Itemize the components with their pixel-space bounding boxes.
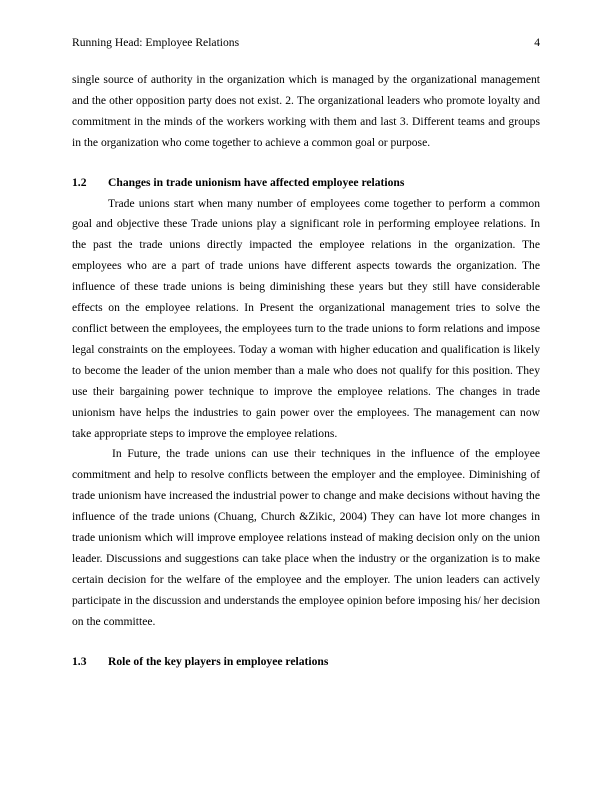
section-heading-1-3 <box>72 652 540 673</box>
section-heading-1-2 <box>72 173 540 194</box>
spacer <box>72 633 540 652</box>
section-title: Changes in trade unionism have affected employee relations <box>108 175 405 189</box>
running-head-title: Running Head: Employee Relations <box>72 36 240 49</box>
running-header <box>72 36 540 52</box>
spacer <box>72 154 540 173</box>
body-paragraph: Trade unions start when many number of employees come together to perform a common goal and objective these Trade unions play a significant role in performing employee relations. In the past the trade unions directly impacted the employee relations in the organization. The employees who are a part of trade unions have different aspects towards the organization. The influence of these trade unions is being diminishing these years but they still have considerable effects on the employee relations. In Present the organizational management tries to solve the conflict between the employees, the employees turn to the trade unions to form relations and impose legal constraints on the employees. Today a woman with higher education and qualification is likely to become the leader of the union member than a male who does not qualify for this position. They use their bargaining power technique to improve the employee relations. The changes in trade unionism have helps the industries to gain power over the employees. The management can now take appropriate steps to improve the employee relations. <box>72 196 540 440</box>
document-body <box>72 70 540 672</box>
section-number: 1.2 <box>72 175 87 189</box>
intro-paragraph: single source of authority in the organization which is managed by the organizational management and the other opposition party does not exist. 2. The organizational leaders who promote loyalty and commitment in the minds of the workers working with them and last 3. Different teams and groups in the organization who come together to achieve a common goal or purpose. <box>72 73 540 149</box>
body-paragraph: In Future, the trade unions can use their techniques in the influence of the employee commitment and help to resolve conflicts between the employer and the employee. Diminishing of trade unionism have increased the industrial power to change and make decisions without having the influence of the trade unions (Chuang, Church &Zikic, 2004) They can have lot more changes in trade unionism which will improve employee relations instead of making decision only on the union leader. Discussions and suggestions can take place when the industry or the organization is to make certain decision for the welfare of the employee and the employer. The union leaders can actively participate in the discussion and understands the employee opinion before imposing his/ her decision on the committee. <box>72 447 540 628</box>
section-number: 1.3 <box>72 654 87 668</box>
page-number: 4 <box>534 36 540 49</box>
section-title: Role of the key players in employee relations <box>108 654 329 668</box>
